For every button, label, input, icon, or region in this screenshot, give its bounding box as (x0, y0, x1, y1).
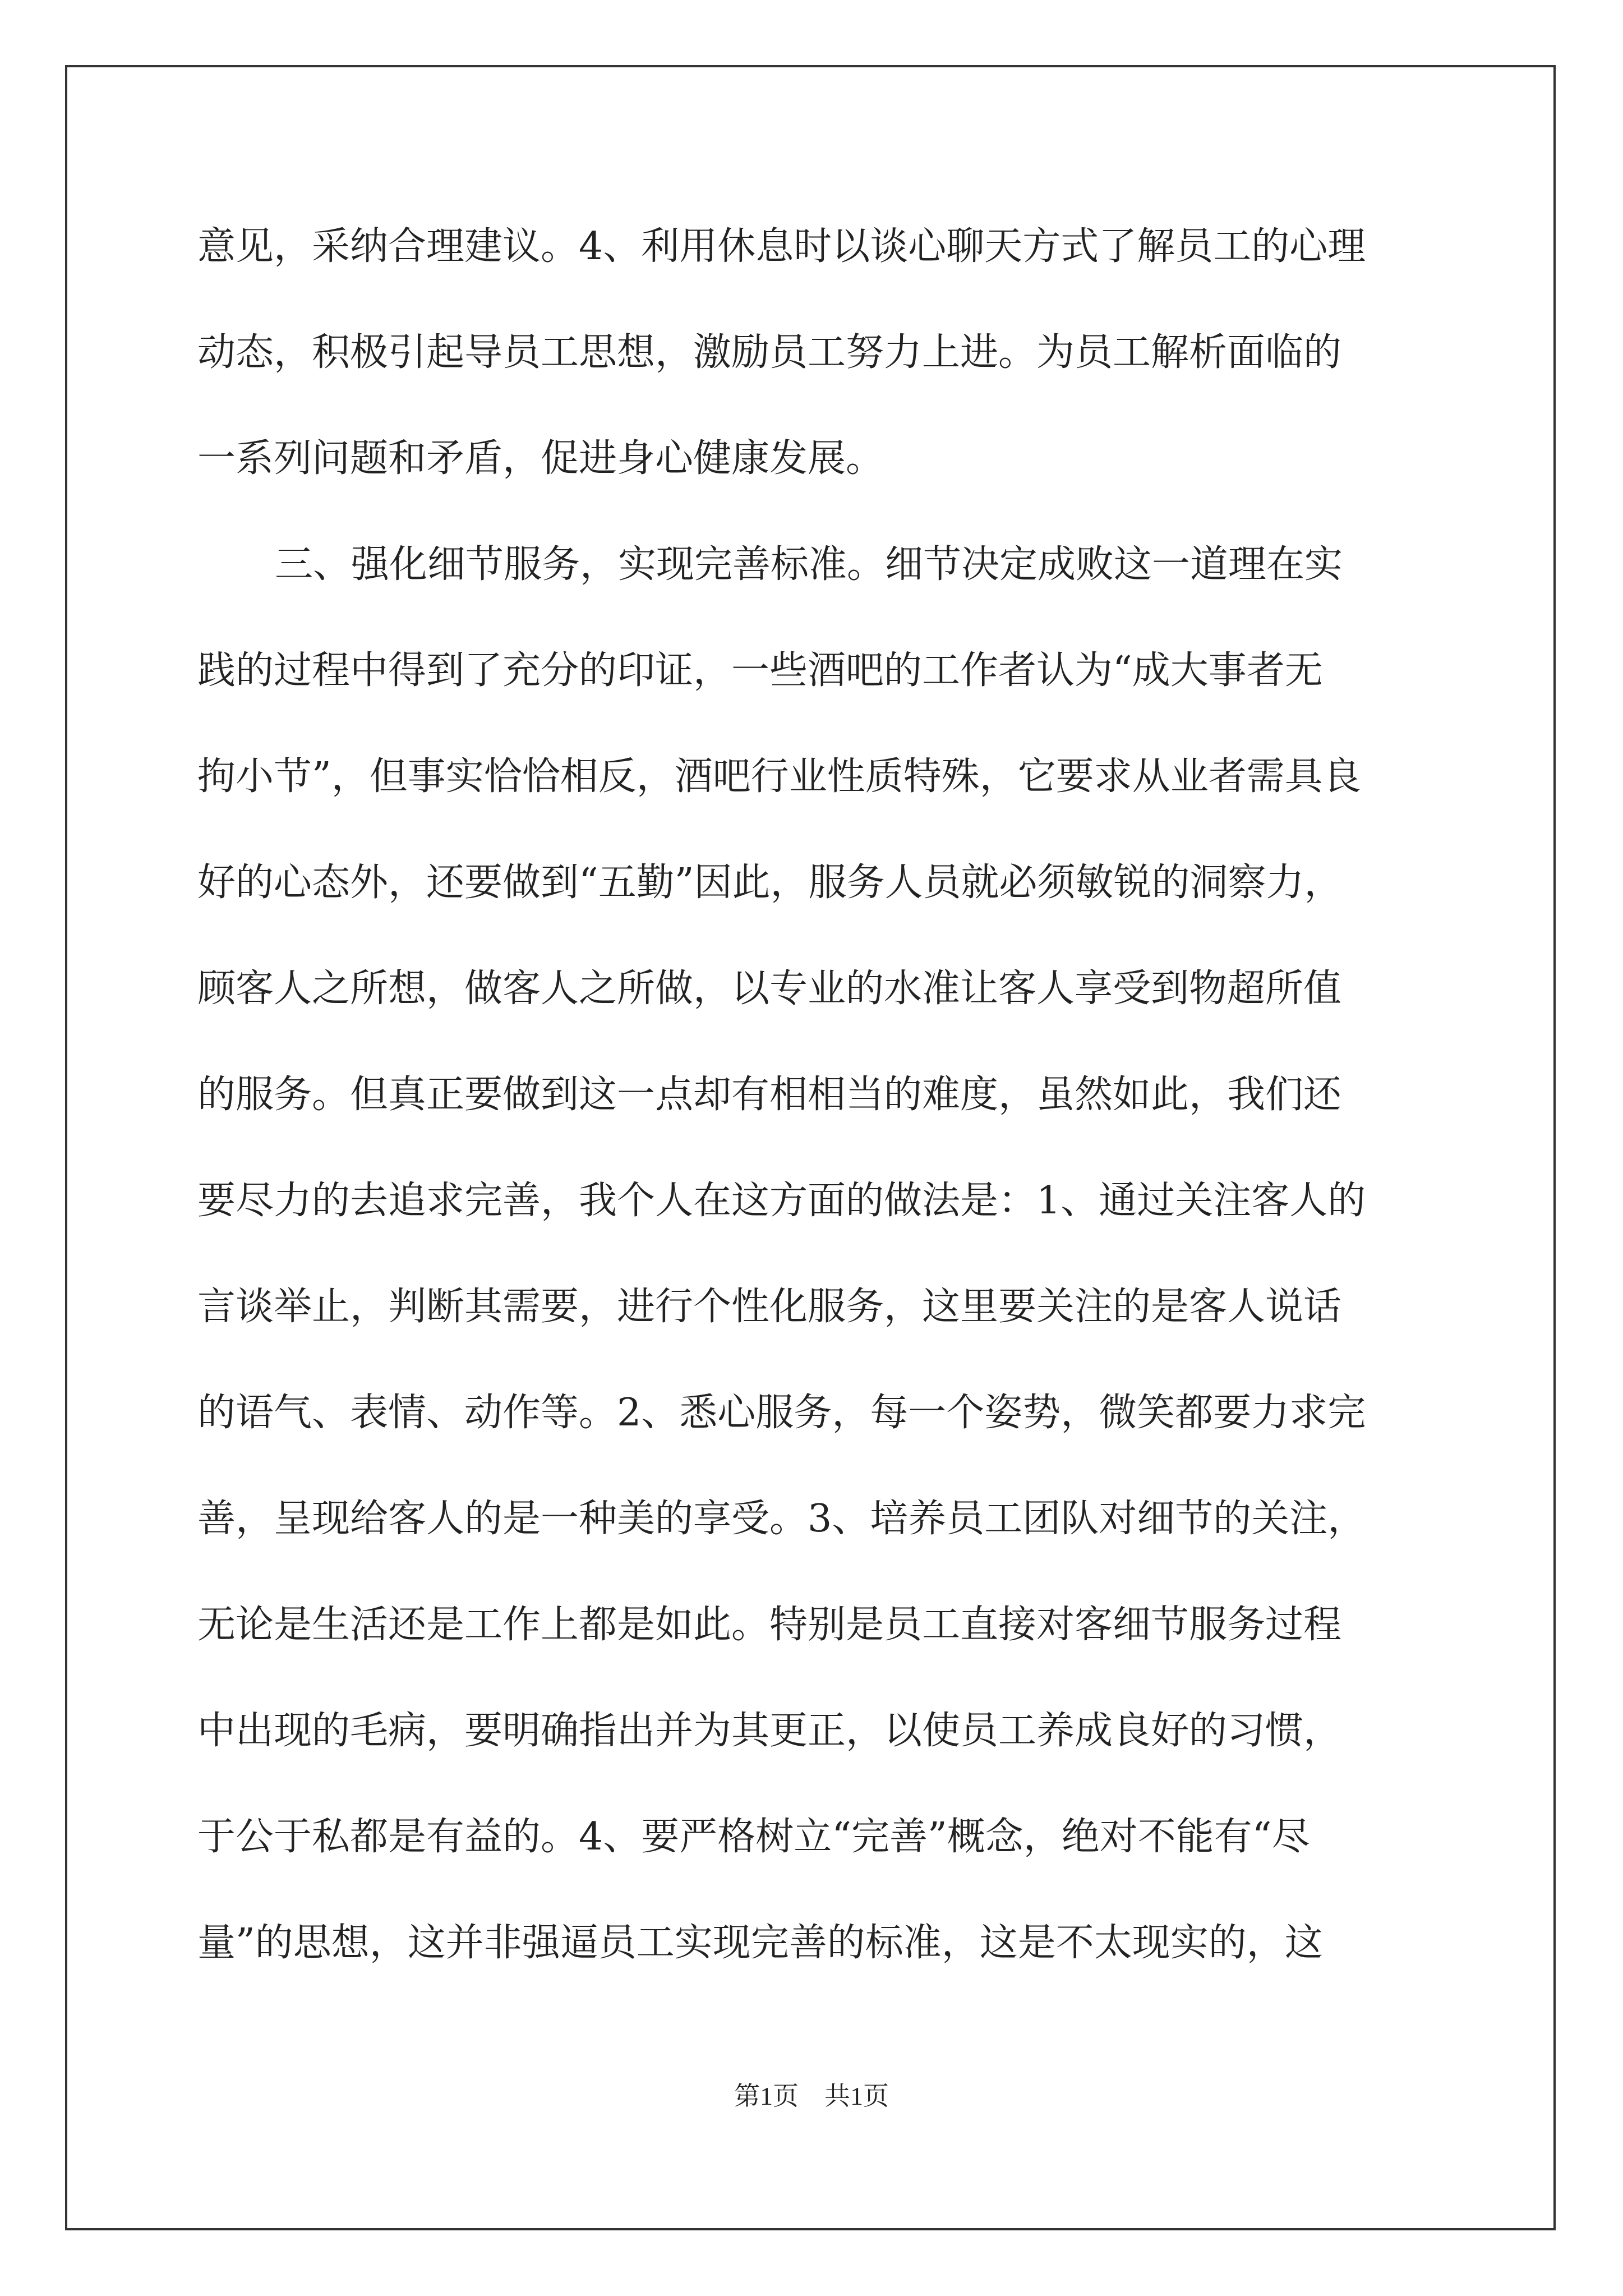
text-line: 践的过程中得到了充分的印证，一些酒吧的工作者认为“成大事者无 (197, 648, 1323, 693)
text-line: 的语气、表情、动作等。2、悉心服务，每一个姿势，微笑都要力求完 (197, 1391, 1366, 1435)
text-line: 动态，积极引起导员工思想，激励员工努力上进。为员工解析面临的 (197, 330, 1342, 375)
text-line: 于公于私都是有益的。4、要严格树立“完善”概念，绝对不能有“尽 (197, 1815, 1310, 1859)
page-footer: 第1页 共1页 (734, 2082, 889, 2110)
document-body (197, 210, 1445, 2013)
text-line: 善，呈现给客人的是一种美的享受。3、培养员工团队对细节的关注， (197, 1497, 1366, 1541)
text-line: 的服务。但真正要做到这一点却有相相当的难度，虽然如此，我们还 (197, 1073, 1342, 1117)
text-line: 量”的思想，这并非强逼员工实现完善的标准，这是不太现实的，这 (197, 1921, 1323, 1965)
text-line: 意见，采纳合理建议。4、利用休息时以谈心聊天方式了解员工的心理 (197, 224, 1366, 269)
text-line: 无论是生活还是工作上都是如此。特别是员工直接对客细节服务过程 (197, 1603, 1342, 1647)
text-line: 要尽力的去追求完善，我个人在这方面的做法是：1、通过关注客人的 (197, 1179, 1366, 1223)
text-line: 好的心态外，还要做到“五勤”因此，服务人员就必须敏锐的洞察力， (197, 861, 1343, 905)
text-line: 言谈举止，判断其需要，进行个性化服务，这里要关注的是客人说话 (197, 1285, 1342, 1329)
text-line: 一系列问题和矛盾，促进身心健康发展。 (197, 436, 884, 481)
paragraph-start-line: 三、强化细节服务，实现完善标准。细节决定成败这一道理在实 (275, 542, 1343, 587)
text-line: 拘小节”，但事实恰恰相反，酒吧行业性质特殊，它要求从业者需具良 (197, 754, 1361, 799)
text-line: 顾客人之所想，做客人之所做，以专业的水准让客人享受到物超所值 (197, 967, 1342, 1011)
text-line: 中出现的毛病，要明确指出并为其更正，以使员工养成良好的习惯， (197, 1709, 1342, 1753)
